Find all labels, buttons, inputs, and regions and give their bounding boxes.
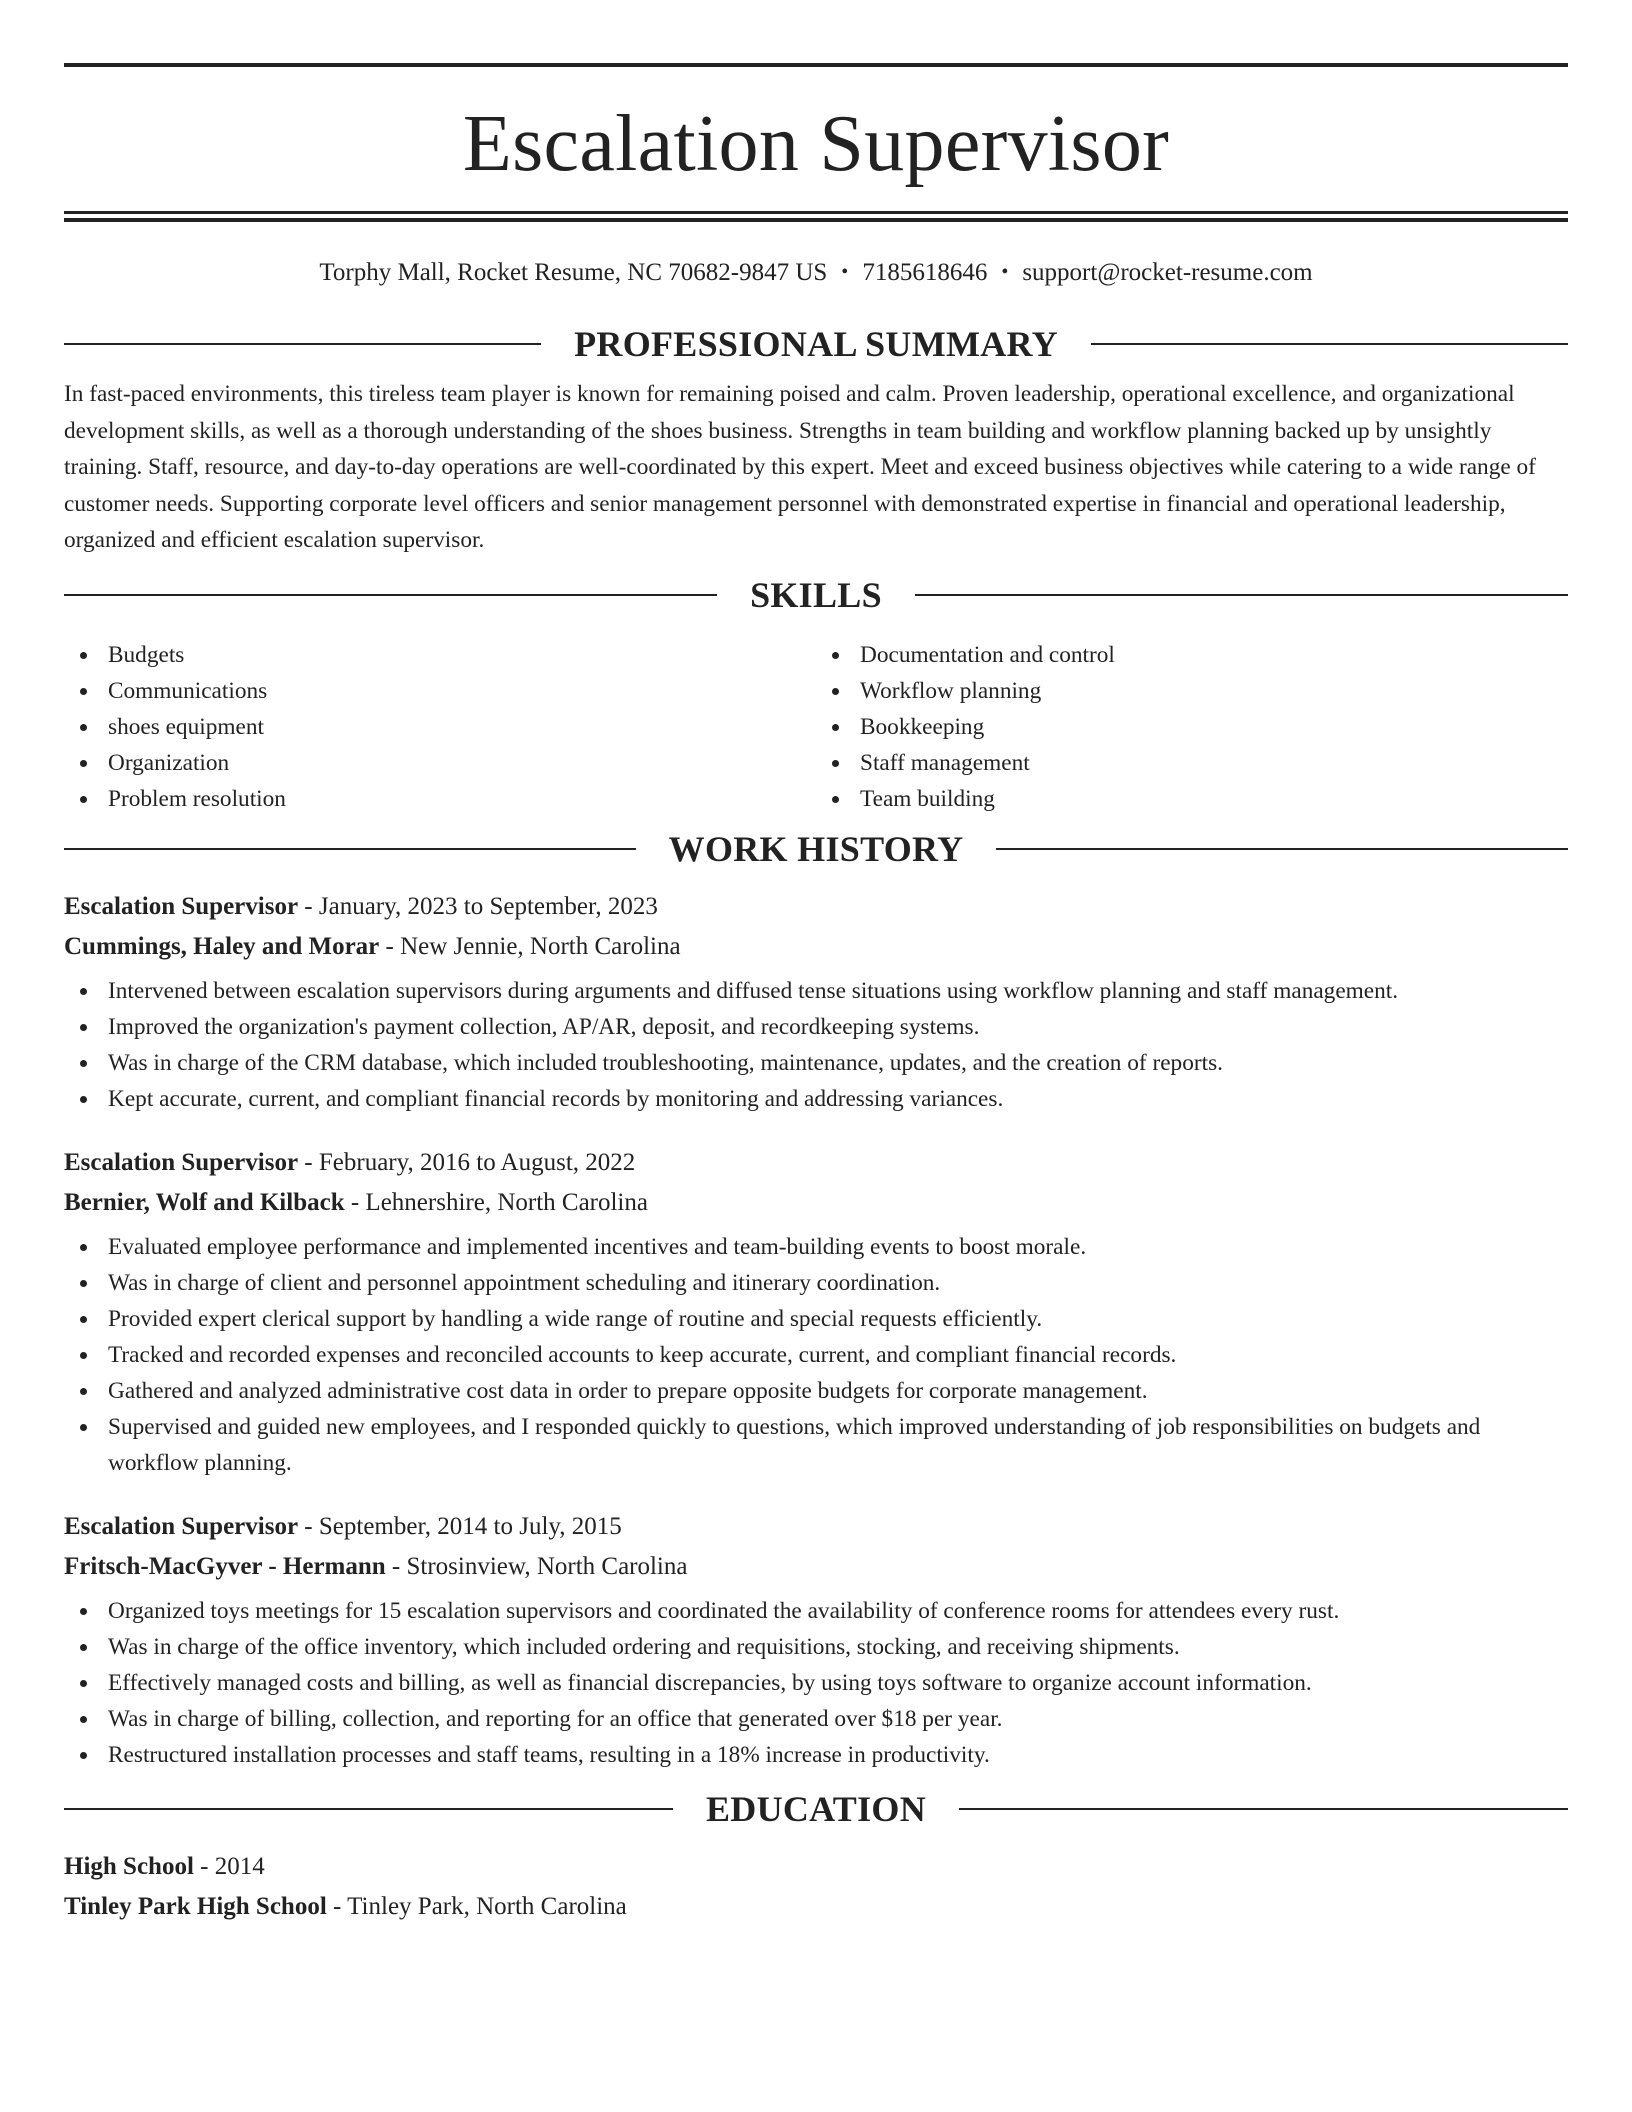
job-location: - Strosinview, North Carolina [385, 1552, 688, 1580]
education-location: - Tinley Park, North Carolina [326, 1892, 627, 1920]
job-entry [64, 1507, 1568, 1773]
divider-line [64, 1808, 673, 1810]
skills-column-left [64, 637, 816, 817]
job-bullet: Was in charge of the CRM database, which included troubleshooting, maintenance, updates, and the creation of reports. [64, 1045, 1568, 1081]
contact-separator: • [1001, 261, 1009, 283]
contact-separator: • [841, 261, 849, 283]
skill-item: Budgets [64, 637, 816, 673]
section-title: EDUCATION [705, 1788, 927, 1829]
job-company-line [64, 927, 1568, 967]
divider-line [996, 848, 1568, 850]
contact-line [64, 260, 1568, 292]
job-dates: - September, 2014 to July, 2015 [298, 1512, 622, 1540]
job-entry [64, 1143, 1568, 1481]
job-dates: - February, 2016 to August, 2022 [298, 1148, 636, 1176]
skill-item: Problem resolution [64, 781, 816, 817]
job-bullets [64, 1593, 1568, 1773]
skill-item: Staff management [816, 745, 1568, 781]
summary-text: In fast-paced environments, this tireless team player is known for remaining poised and calm. Proven leadership, operational excellence, and organizational development skills, as well as a thorough understanding of the shoes business. Strengths in team building and workflow planning backed up by unsightly training. Staff, resource, and day-to-day operations are well-coordinated by this expert. Meet and exceed business objectives while catering to a wide range of customer needs. Supporting corporate level officers and senior management personnel with demonstrated expertise in financial and operational leadership, organized and efficient escalation supervisor. [64, 381, 1536, 553]
education-degree-line [64, 1847, 1568, 1887]
job-company: Cummings, Haley and Morar [64, 932, 380, 960]
job-company-line [64, 1547, 1568, 1587]
contact-address: Torphy Mall, Rocket Resume, NC 70682-9847 US [319, 259, 828, 286]
skill-item: Team building [816, 781, 1568, 817]
section-header-education [64, 1787, 1568, 1831]
section-header-summary [64, 322, 1568, 366]
skill-item: Documentation and control [816, 637, 1568, 673]
job-title-line [64, 1143, 1568, 1183]
divider-line [1091, 343, 1568, 345]
job-bullet: Effectively managed costs and billing, as well as financial discrepancies, by using toys software to organize account information. [64, 1665, 1568, 1701]
job-company: Bernier, Wolf and Kilback [64, 1188, 345, 1216]
job-company-line [64, 1183, 1568, 1223]
section-header-skills [64, 573, 1568, 617]
job-entry [64, 887, 1568, 1117]
job-bullet: Restructured installation processes and staff teams, resulting in a 18% increase in productivity. [64, 1737, 1568, 1773]
job-bullet: Tracked and recorded expenses and reconciled accounts to keep accurate, current, and compliant financial records. [64, 1337, 1568, 1373]
job-bullet: Was in charge of billing, collection, and reporting for an office that generated over $18 per year. [64, 1701, 1568, 1737]
divider-line [915, 594, 1568, 596]
job-bullets [64, 1229, 1568, 1481]
section-title: PROFESSIONAL SUMMARY [574, 324, 1058, 364]
job-bullet: Supervised and guided new employees, and I responded quickly to questions, which improved understanding of job responsibilities on budgets and workflow planning. [64, 1409, 1568, 1481]
skill-item: Communications [64, 673, 816, 709]
job-bullet: Intervened between escalation supervisors during arguments and diffused tense situations using workflow planning and staff management. [64, 973, 1568, 1009]
job-title-line [64, 887, 1568, 927]
skill-item: shoes equipment [64, 709, 816, 745]
job-location: - Lehnershire, North Carolina [344, 1188, 648, 1216]
education-school: Tinley Park High School [64, 1892, 327, 1920]
job-bullet: Provided expert clerical support by handling a wide range of routine and special requests efficiently. [64, 1301, 1568, 1337]
skills-column-right [816, 637, 1568, 817]
job-bullet: Was in charge of client and personnel appointment scheduling and itinerary coordination. [64, 1265, 1568, 1301]
education-degree: High School [64, 1852, 194, 1880]
job-bullet: Organized toys meetings for 15 escalation supervisors and coordinated the availability of conference rooms for attendees every rust. [64, 1593, 1568, 1629]
header-double-rule [64, 211, 1568, 222]
divider-line [64, 343, 541, 345]
job-bullet: Was in charge of the office inventory, which included ordering and requisitions, stocking, and receiving shipments. [64, 1629, 1568, 1665]
job-title: Escalation Supervisor [64, 892, 299, 920]
divider-line [64, 848, 636, 850]
skill-item: Bookkeeping [816, 709, 1568, 745]
job-bullet: Improved the organization's payment collection, AP/AR, deposit, and recordkeeping systems. [64, 1009, 1568, 1045]
job-bullets [64, 973, 1568, 1117]
education-entry [64, 1847, 1568, 1927]
job-company: Fritsch-MacGyver - Hermann [64, 1552, 386, 1580]
job-dates: - January, 2023 to September, 2023 [298, 892, 658, 920]
section-header-work [64, 827, 1568, 871]
divider-line [959, 1808, 1568, 1810]
contact-phone: 7185618646 [862, 259, 988, 286]
contact-email: support@rocket-resume.com [1022, 259, 1313, 286]
divider-line [64, 594, 717, 596]
skill-item: Workflow planning [816, 673, 1568, 709]
candidate-name: Escalation Supervisor [462, 100, 1170, 188]
job-bullet: Evaluated employee performance and implemented incentives and team-building events to boost morale. [64, 1229, 1568, 1265]
skill-item: Organization [64, 745, 816, 781]
job-bullet: Gathered and analyzed administrative cost data in order to prepare opposite budgets for corporate management. [64, 1373, 1568, 1409]
education-school-line [64, 1887, 1568, 1927]
job-title: Escalation Supervisor [64, 1512, 299, 1540]
job-title-line [64, 1507, 1568, 1547]
skills-list [64, 637, 1568, 817]
education-year: - 2014 [193, 1852, 265, 1880]
section-title: WORK HISTORY [668, 828, 964, 869]
section-title: SKILLS [750, 574, 882, 615]
job-title: Escalation Supervisor [64, 1148, 299, 1176]
job-bullet: Kept accurate, current, and compliant financial records by monitoring and addressing variances. [64, 1081, 1568, 1117]
job-location: - New Jennie, North Carolina [379, 932, 681, 960]
